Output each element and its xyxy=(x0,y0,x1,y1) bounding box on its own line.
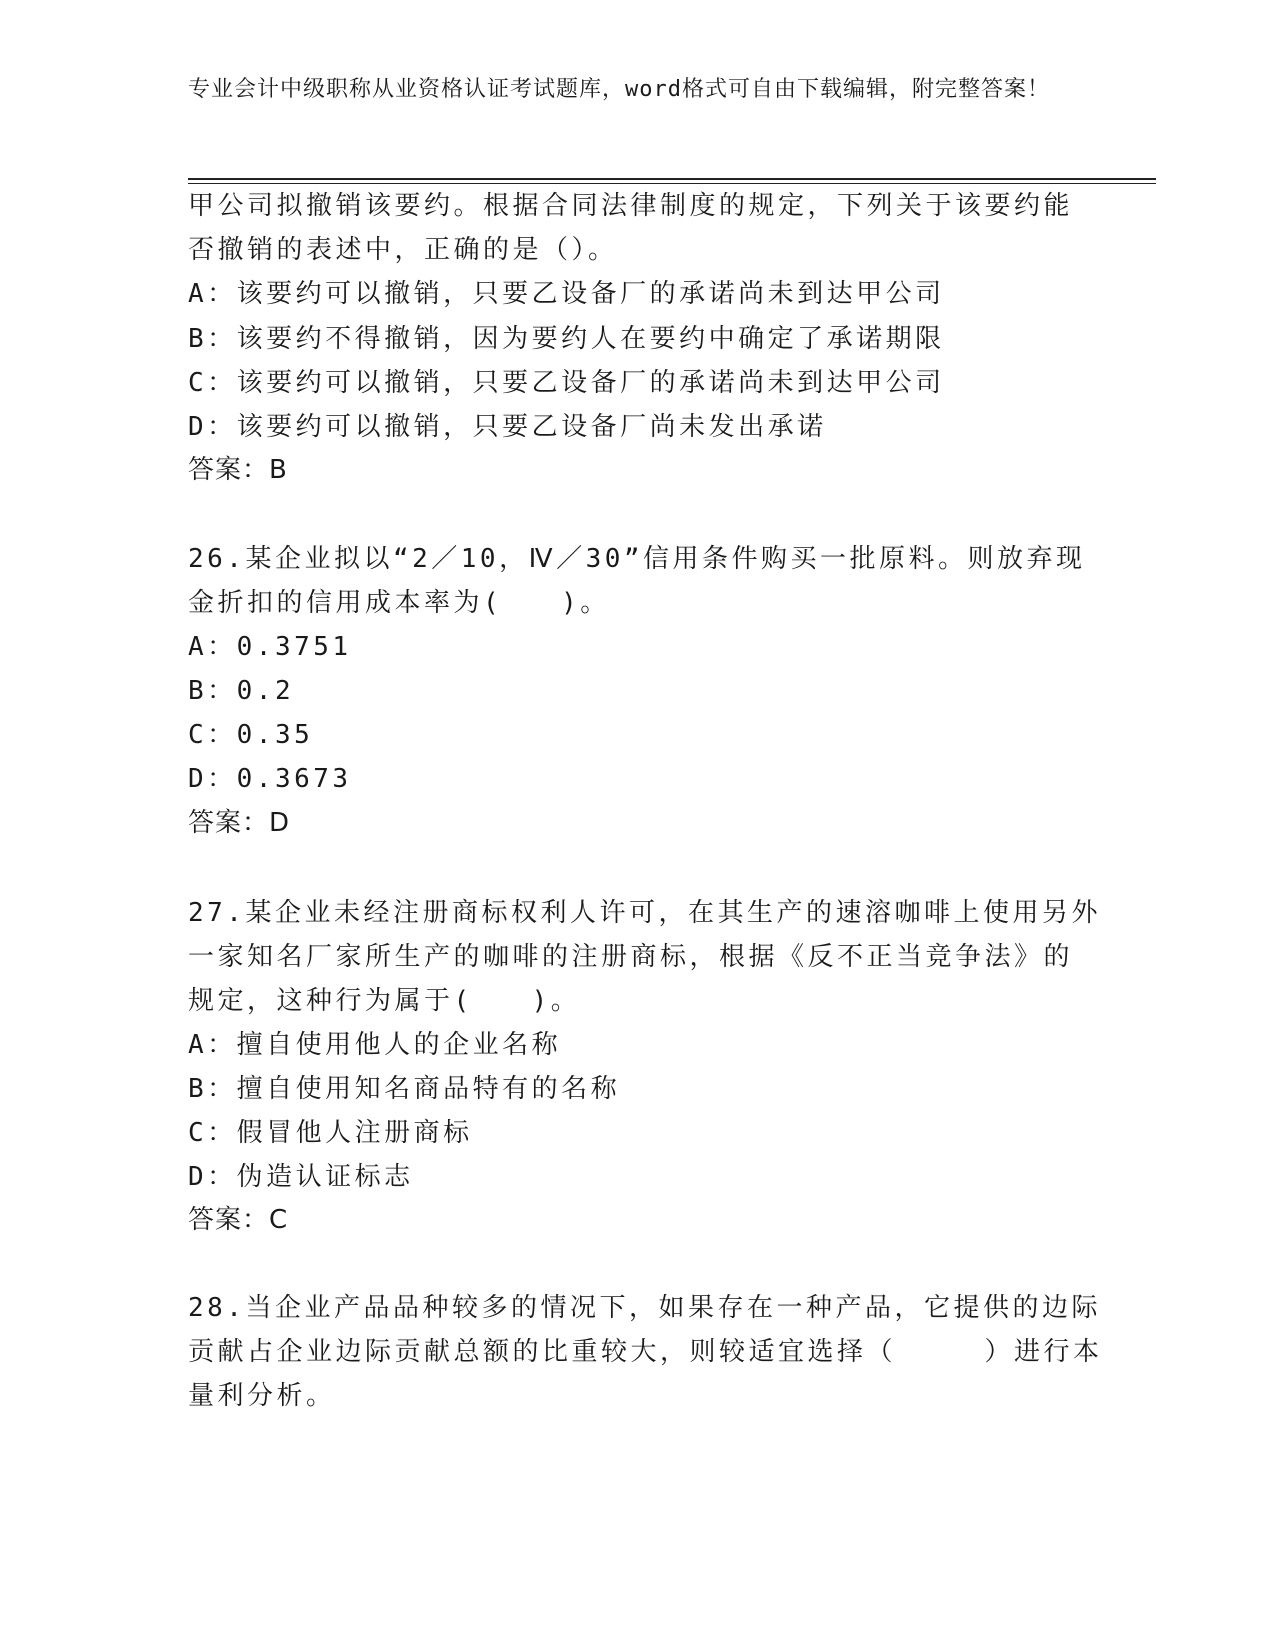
q26-option-b: B：0.2 xyxy=(188,676,295,706)
q27-stem-line-1: 27.某企业未经注册商标权利人许可，在其生产的速溶咖啡上使用另外 xyxy=(188,898,1101,928)
q27-answer: 答案：C xyxy=(188,1205,289,1235)
q25-stem-line-2: 否撤销的表述中，正确的是（）。 xyxy=(188,235,618,265)
q27-option-c: C：假冒他人注册商标 xyxy=(188,1118,473,1148)
q27-stem-line-3: 规定，这种行为属于( )。 xyxy=(188,986,581,1016)
q28-stem-line-1: 28.当企业产品品种较多的情况下，如果存在一种产品，它提供的边际 xyxy=(188,1293,1101,1323)
page-header: 专业会计中级职称从业资格认证考试题库，word格式可自由下载编辑，附完整答案！ xyxy=(188,77,1050,102)
q25-answer: 答案：B xyxy=(188,455,288,485)
header-rule-thin xyxy=(188,183,1156,184)
q26-option-a: A：0.3751 xyxy=(188,632,352,662)
q27-option-b: B：擅自使用知名商品特有的名称 xyxy=(188,1074,621,1104)
q26-option-c: C：0.35 xyxy=(188,720,314,750)
q28-stem-line-3: 量利分析。 xyxy=(188,1381,336,1411)
q25-option-b: B：该要约不得撤销，因为要约人在要约中确定了承诺期限 xyxy=(188,324,945,354)
q26-option-d: D：0.3673 xyxy=(188,764,352,794)
q26-stem-line-1: 26.某企业拟以“2／10，Ⅳ／30”信用条件购买一批原料。则放弃现 xyxy=(188,544,1086,574)
q25-option-d: D：该要约可以撤销，只要乙设备厂尚未发出承诺 xyxy=(188,412,827,442)
q26-stem-line-2: 金折扣的信用成本率为( )。 xyxy=(188,588,610,618)
q25-stem-line-1: 甲公司拟撤销该要约。根据合同法律制度的规定，下列关于该要约能 xyxy=(188,191,1074,221)
q28-stem-line-2: 贡献占企业边际贡献总额的比重较大，则较适宜选择（ ）进行本 xyxy=(188,1337,1103,1367)
q27-option-a: A：擅自使用他人的企业名称 xyxy=(188,1030,562,1060)
q27-stem-line-2: 一家知名厂家所生产的咖啡的注册商标，根据《反不正当竞争法》的 xyxy=(188,942,1074,972)
q27-option-d: D：伪造认证标志 xyxy=(188,1162,414,1192)
q26-answer: 答案：D xyxy=(188,808,291,838)
header-rule-thick xyxy=(188,178,1156,180)
q25-option-c: C：该要约可以撤销，只要乙设备厂的承诺尚未到达甲公司 xyxy=(188,368,945,398)
q25-option-a: A：该要约可以撤销，只要乙设备厂的承诺尚未到达甲公司 xyxy=(188,279,945,309)
